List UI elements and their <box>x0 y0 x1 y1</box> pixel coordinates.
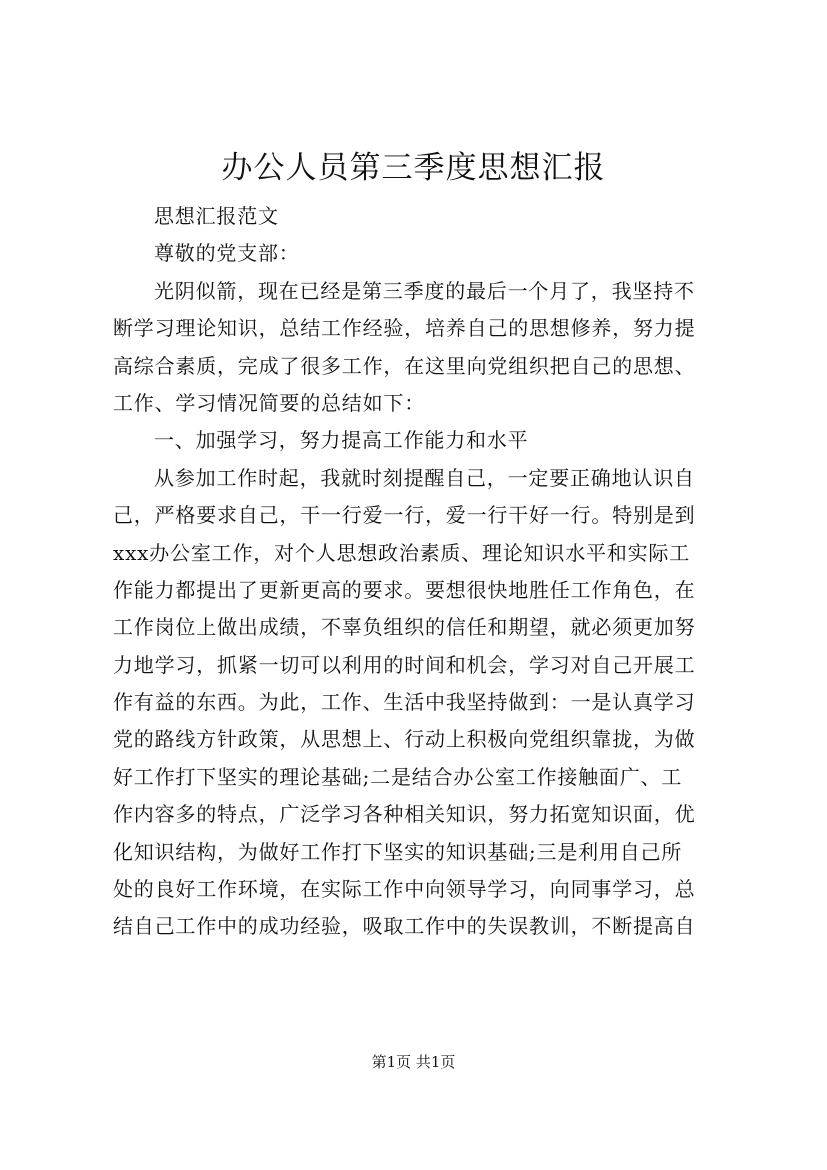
text-line: 从参加工作时起，我就时刻提醒自己，一定要正确地认识自 <box>154 465 695 490</box>
text-line: 处的良好工作环境，在实际工作中向领导学习，向同事学习，总 <box>113 877 696 902</box>
text-line: 作有益的东西。为此，工作、生活中我坚持做到：一是认真学习 <box>113 690 696 715</box>
text-line: 作能力都提出了更新更高的要求。要想很快地胜任工作角色，在 <box>113 577 696 602</box>
text-line: 力地学习，抓紧一切可以利用的时间和机会，学习对自己开展工 <box>113 652 696 677</box>
text-line: xxx办公室工作，对个人思想政治素质、理论知识水平和实际工 <box>113 540 691 565</box>
text-line: 作内容多的特点，广泛学习各种相关知识，努力拓宽知识面，优 <box>113 802 696 827</box>
text-line: 思想汇报范文 <box>154 204 279 228</box>
text-line: 结自己工作中的成功经验，吸取工作中的失误教训，不断提高自 <box>113 914 696 939</box>
text-line: 好工作打下坚实的理论基础;二是结合办公室工作接触面广、工 <box>113 764 683 789</box>
document-title: 办公人员第三季度思想汇报 <box>221 150 606 186</box>
text-line: 断学习理论知识，总结工作经验，培养自己的思想修养，努力提 <box>113 316 696 341</box>
document-body <box>113 198 725 946</box>
text-line: 党的路线方针政策，从思想上、行动上积极向党组织靠拢，为做 <box>113 727 696 752</box>
text-line: 化知识结构，为做好工作打下坚实的知识基础;三是利用自己所 <box>113 839 683 864</box>
section-heading: 一、加强学习，努力提高工作能力和水平 <box>154 428 529 453</box>
text-line: 光阴似箭，现在已经是第三季度的最后一个月了，我坚持不 <box>154 278 695 303</box>
text-line: 工作、学习情况简要的总结如下： <box>113 390 425 415</box>
page-footer: 第1页 共1页 <box>371 1053 456 1071</box>
text-line: 高综合素质，完成了很多工作，在这里向党组织把自己的思想、 <box>113 353 696 378</box>
text-line: 工作岗位上做出成绩，不辜负组织的信任和期望，就必须更加努 <box>113 615 696 640</box>
text-line: 尊敬的党支部： <box>154 241 300 266</box>
text-line: 己，严格要求自己，干一行爱一行，爱一行干好一行。特别是到 <box>113 503 696 528</box>
